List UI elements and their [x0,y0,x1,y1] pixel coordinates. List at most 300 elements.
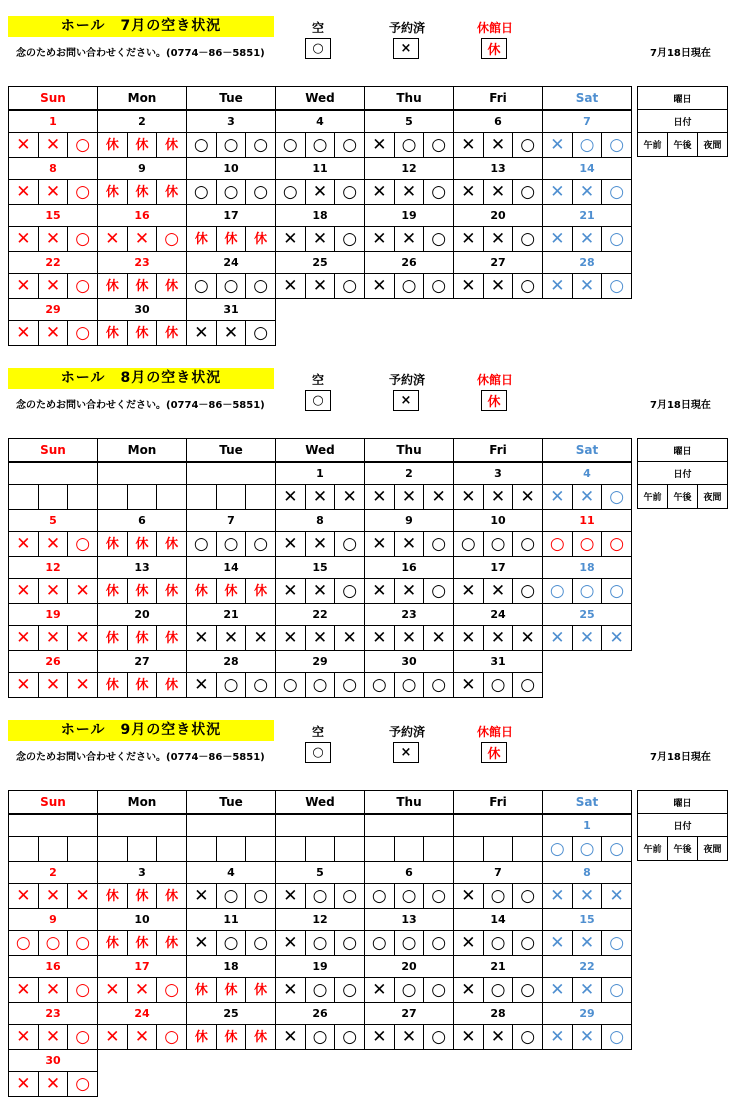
slot-cell[interactable] [305,484,336,510]
slot-cell[interactable] [423,1024,454,1050]
slot-cell[interactable] [512,930,543,956]
slot-cell[interactable] [423,672,454,698]
slot-cell[interactable] [216,977,247,1003]
slot-cell[interactable] [156,625,187,651]
slot-cell[interactable] [394,672,425,698]
slot-cell[interactable] [127,132,158,158]
slot-cell[interactable] [453,132,484,158]
slot-cell[interactable] [8,226,39,252]
slot-cell[interactable] [127,531,158,557]
slot-cell[interactable] [334,1024,365,1050]
slot-cell[interactable] [364,1024,395,1050]
slot-cell[interactable] [216,1024,247,1050]
reserved-mark: ✕ [223,627,239,648]
slot-cell[interactable] [305,226,336,252]
slot-cell[interactable] [8,930,39,956]
slot-cell[interactable] [127,273,158,299]
slot-cell[interactable] [127,578,158,604]
slot-cell[interactable] [542,930,573,956]
slot-cell[interactable] [394,883,425,909]
available-mark: ○ [282,181,298,202]
slot-cell[interactable] [97,625,128,651]
slot-cell[interactable] [8,1071,39,1097]
slot-cell[interactable] [483,625,514,651]
slot-cell[interactable] [572,836,603,862]
slot-cell[interactable] [305,625,336,651]
slot-cell[interactable] [394,273,425,299]
slot-cell[interactable] [38,226,69,252]
month-section [0,0,752,355]
slot-cell[interactable] [483,132,514,158]
closed-mark: 休 [165,583,179,599]
slot-cell[interactable] [97,672,128,698]
slot-cell[interactable] [38,132,69,158]
slot-cell[interactable] [453,531,484,557]
slot-cell[interactable] [156,672,187,698]
slot-cell[interactable] [364,226,395,252]
slot-cell[interactable] [572,484,603,510]
slot-cell[interactable] [512,1024,543,1050]
reserved-mark: ✕ [45,674,61,695]
slot-cell[interactable] [67,179,98,205]
slot-cell[interactable] [245,132,276,158]
slot-cell[interactable] [245,930,276,956]
available-mark: ○ [223,533,239,554]
slot-cell[interactable] [334,930,365,956]
slot-cell[interactable] [453,578,484,604]
slot-cell[interactable] [512,625,543,651]
slot-cell[interactable] [364,578,395,604]
slot-cell[interactable] [8,179,39,205]
slot-cell[interactable] [483,1024,514,1050]
slot-cell[interactable] [127,977,158,1003]
slot-cell[interactable] [394,578,425,604]
closed-mark: 休 [165,935,179,951]
slot-cell[interactable] [334,531,365,557]
slot-cell[interactable] [156,226,187,252]
slot-cell[interactable] [542,836,573,862]
slot-cell[interactable] [127,625,158,651]
slot-cell[interactable] [601,226,632,252]
slot-cell[interactable] [453,930,484,956]
slot-cell[interactable] [601,179,632,205]
slot-cell[interactable] [216,226,247,252]
slot-cell[interactable] [334,883,365,909]
slot-cell[interactable] [245,226,276,252]
slot-cell[interactable] [364,977,395,1003]
available-mark: ○ [371,932,387,953]
slot-cell[interactable] [38,625,69,651]
slot-cell[interactable] [512,273,543,299]
slot-cell[interactable] [512,179,543,205]
slot-cell[interactable] [8,1024,39,1050]
slot-cell[interactable] [334,273,365,299]
slot-cell[interactable] [601,977,632,1003]
slot-cell[interactable] [275,226,306,252]
slot-cell[interactable] [97,1024,128,1050]
slot-cell[interactable] [334,484,365,510]
slot-cell[interactable] [453,226,484,252]
slot-cell[interactable] [245,531,276,557]
slot-cell[interactable] [453,883,484,909]
slot-cell[interactable] [512,531,543,557]
slot-cell[interactable] [453,672,484,698]
slot-cell[interactable] [97,179,128,205]
slot-cell[interactable] [245,977,276,1003]
slot-cell[interactable] [601,531,632,557]
slot-cell[interactable] [97,273,128,299]
slot-cell[interactable] [156,320,187,346]
slot-cell[interactable] [305,578,336,604]
slot-cell[interactable] [305,132,336,158]
slot-cell[interactable] [67,672,98,698]
slot-cell[interactable] [601,132,632,158]
slot-cell[interactable] [38,1071,69,1097]
slot-cell[interactable] [364,273,395,299]
slot-cell[interactable] [483,672,514,698]
available-mark: ○ [579,134,595,155]
slot-cell[interactable] [572,179,603,205]
slot-cell[interactable] [542,484,573,510]
slot-cell[interactable] [156,179,187,205]
available-mark: ○ [253,533,269,554]
slot-cell[interactable] [67,930,98,956]
slot-cell[interactable] [8,883,39,909]
slot-cell[interactable] [216,930,247,956]
slot-cell[interactable] [186,578,217,604]
slot-cell[interactable] [67,1071,98,1097]
slot-cell[interactable] [423,531,454,557]
slot-cell[interactable] [394,484,425,510]
slot-cell[interactable] [8,132,39,158]
slot-cell[interactable] [305,930,336,956]
slot-cell[interactable] [127,930,158,956]
slot-cell[interactable] [156,977,187,1003]
slot-cell[interactable] [245,320,276,346]
slot-cell[interactable] [186,320,217,346]
slot-cell[interactable] [572,273,603,299]
slot-cell[interactable] [245,625,276,651]
slot-cell[interactable] [364,883,395,909]
slot-cell[interactable] [216,132,247,158]
slot-cell[interactable] [334,578,365,604]
slot-cell[interactable] [572,883,603,909]
slot-cell[interactable] [216,578,247,604]
slot-cell[interactable] [38,179,69,205]
slot-cell[interactable] [186,883,217,909]
available-mark: ○ [15,932,31,953]
slot-cell[interactable] [156,531,187,557]
slot-cell[interactable] [67,132,98,158]
slot-cell[interactable] [38,672,69,698]
slot-cell[interactable] [186,1024,217,1050]
slot-cell[interactable] [483,578,514,604]
slot-cell[interactable] [394,226,425,252]
slot-cell[interactable] [364,625,395,651]
slot-cell[interactable] [127,320,158,346]
slot-cell[interactable] [394,930,425,956]
slot-cell[interactable] [601,1024,632,1050]
slot-cell[interactable] [453,179,484,205]
reserved-mark: ✕ [550,627,565,648]
slot-cell[interactable] [216,273,247,299]
slot-cell[interactable] [275,179,306,205]
slot-cell[interactable] [8,578,39,604]
slot-cell[interactable] [334,977,365,1003]
slot-cell[interactable] [453,977,484,1003]
slot-cell[interactable] [216,179,247,205]
slot-cell[interactable] [67,625,98,651]
slot-cell[interactable] [512,578,543,604]
slot-cell[interactable] [512,977,543,1003]
slot-cell[interactable] [364,179,395,205]
slot-cell[interactable] [38,578,69,604]
slot-cell[interactable] [245,1024,276,1050]
slot-cell[interactable] [127,179,158,205]
slot-cell[interactable] [334,672,365,698]
slot-cell[interactable] [423,226,454,252]
slot-cell[interactable] [275,531,306,557]
slot-cell[interactable] [186,672,217,698]
slot-cell[interactable] [423,132,454,158]
slot-cell[interactable] [572,930,603,956]
slot-cell[interactable] [483,531,514,557]
slot-cell[interactable] [8,273,39,299]
slot-cell[interactable] [97,930,128,956]
slot-cell[interactable] [601,484,632,510]
slot-cell[interactable] [364,484,395,510]
slot-cell[interactable] [216,883,247,909]
slot-cell[interactable] [601,930,632,956]
slot-cell[interactable] [364,531,395,557]
slot-cell[interactable] [67,578,98,604]
slot-cell[interactable] [216,672,247,698]
slot-cell[interactable] [186,273,217,299]
slot-cell[interactable] [67,226,98,252]
slot-cell[interactable] [275,132,306,158]
slot-cell[interactable] [423,578,454,604]
slot-cell[interactable] [364,672,395,698]
slot-cell[interactable] [127,226,158,252]
slot-cell[interactable] [542,273,573,299]
slot-cell[interactable] [216,320,247,346]
slot-cell[interactable] [38,1024,69,1050]
slot-cell[interactable] [601,625,632,651]
slot-cell[interactable] [38,531,69,557]
slot-cell[interactable] [67,273,98,299]
slot-cell[interactable] [305,672,336,698]
slot-cell[interactable] [67,883,98,909]
slot-cell[interactable] [305,531,336,557]
slot-cell[interactable] [97,883,128,909]
available-mark: ○ [431,979,447,1000]
slot-cell[interactable] [186,226,217,252]
slot-cell[interactable] [186,930,217,956]
slot-cell[interactable] [67,977,98,1003]
slot-cell[interactable] [483,179,514,205]
slot-cell[interactable] [453,1024,484,1050]
slot-cell[interactable] [572,132,603,158]
slot-cell[interactable] [156,578,187,604]
slot-cell[interactable] [245,273,276,299]
slot-cell[interactable] [8,320,39,346]
slot-cell[interactable] [334,226,365,252]
slot-cell[interactable] [97,578,128,604]
slot-cell[interactable] [572,226,603,252]
slot-cell[interactable] [245,883,276,909]
slot-cell[interactable] [156,273,187,299]
slot-cell[interactable] [8,977,39,1003]
slot-cell[interactable] [483,883,514,909]
slot-cell[interactable] [601,836,632,862]
slot-cell[interactable] [423,484,454,510]
date-cell: 21 [542,204,632,227]
slot-cell[interactable] [334,179,365,205]
slot-cell[interactable] [127,672,158,698]
slot-cell[interactable] [97,977,128,1003]
slot-cell[interactable] [156,1024,187,1050]
slot-cell[interactable] [601,883,632,909]
slot-cell[interactable] [542,1024,573,1050]
slot-cell[interactable] [394,625,425,651]
slot-cell[interactable] [156,930,187,956]
closed-mark: 休 [105,677,119,693]
slot-cell[interactable] [216,625,247,651]
slot-cell[interactable] [453,484,484,510]
slot-cell[interactable] [186,531,217,557]
slot-cell[interactable] [38,320,69,346]
slot-cell[interactable] [245,578,276,604]
slot-cell[interactable] [572,531,603,557]
date-cell: 17 [453,556,543,579]
slot-cell[interactable] [364,930,395,956]
slot-cell[interactable] [601,578,632,604]
slot-cell[interactable] [483,226,514,252]
slot-cell[interactable] [364,132,395,158]
slot-cell[interactable] [542,625,573,651]
slot-cell[interactable] [275,1024,306,1050]
slot-cell[interactable] [275,273,306,299]
slot-cell[interactable] [542,132,573,158]
slot-cell[interactable] [8,672,39,698]
slot-cell[interactable] [453,625,484,651]
slot-cell[interactable] [423,625,454,651]
slot-cell[interactable] [483,273,514,299]
slot-cell[interactable] [67,531,98,557]
available-mark: ○ [431,580,447,601]
slot-cell[interactable] [8,625,39,651]
slot-cell[interactable] [334,132,365,158]
date-cell: 11 [275,157,365,180]
slot-cell[interactable] [512,672,543,698]
slot-cell[interactable] [127,1024,158,1050]
slot-cell[interactable] [483,977,514,1003]
slot-cell[interactable] [38,273,69,299]
slot-cell[interactable] [512,226,543,252]
slot-cell[interactable] [483,930,514,956]
slot-cell[interactable] [38,930,69,956]
slot-cell[interactable] [453,273,484,299]
slot-cell[interactable] [423,273,454,299]
slot-cell[interactable] [245,672,276,698]
slot-cell[interactable] [542,883,573,909]
slot-cell[interactable] [275,578,306,604]
slot-cell[interactable] [127,883,158,909]
slot-cell[interactable] [97,320,128,346]
slot-cell[interactable] [186,625,217,651]
available-mark: ○ [520,932,536,953]
slot-cell[interactable] [186,132,217,158]
slot-cell[interactable] [8,531,39,557]
slot-cell[interactable] [334,625,365,651]
slot-cell[interactable] [394,132,425,158]
slot-cell[interactable] [512,883,543,909]
slot-cell[interactable] [394,531,425,557]
slot-cell[interactable] [275,977,306,1003]
slot-cell[interactable] [542,578,573,604]
slot-cell[interactable] [97,132,128,158]
slot-cell[interactable] [305,883,336,909]
slot-cell[interactable] [186,977,217,1003]
slot-cell[interactable] [394,1024,425,1050]
reserved-mark: ✕ [283,979,298,1000]
slot-cell[interactable] [572,977,603,1003]
slot-cell[interactable] [216,531,247,557]
slot-cell[interactable] [483,484,514,510]
slot-cell[interactable] [512,132,543,158]
slot-cell[interactable] [542,531,573,557]
slot-cell[interactable] [38,977,69,1003]
slot-cell[interactable] [275,930,306,956]
slot-cell[interactable] [305,977,336,1003]
slot-cell[interactable] [275,672,306,698]
closed-mark: 休 [224,1029,238,1045]
slot-cell[interactable] [305,273,336,299]
slot-cell[interactable] [423,930,454,956]
slot-cell[interactable] [97,531,128,557]
slot-cell[interactable] [423,883,454,909]
slot-cell[interactable] [275,883,306,909]
slot-cell[interactable] [542,226,573,252]
slot-cell[interactable] [601,273,632,299]
slot-cell[interactable] [572,578,603,604]
date-cell: 2 [8,861,98,884]
slot-cell[interactable] [394,977,425,1003]
slot-cell[interactable] [572,625,603,651]
slot-cell[interactable] [97,226,128,252]
slot-cell[interactable] [572,1024,603,1050]
slot-cell[interactable] [512,484,543,510]
slot-cell[interactable] [275,625,306,651]
slot-cell[interactable] [156,883,187,909]
slot-cell[interactable] [186,179,217,205]
slot-cell[interactable] [542,179,573,205]
slot-cell[interactable] [38,883,69,909]
available-mark: ○ [164,979,180,1000]
slot-cell[interactable] [245,179,276,205]
slot-cell[interactable] [67,320,98,346]
slot-cell[interactable] [305,1024,336,1050]
available-mark: ○ [164,1026,180,1047]
slot-cell[interactable] [542,977,573,1003]
slot-cell[interactable] [305,179,336,205]
slot-cell[interactable] [423,977,454,1003]
slot-cell[interactable] [67,1024,98,1050]
slot-cell[interactable] [156,132,187,158]
slot-cell[interactable] [394,179,425,205]
slot-cell[interactable] [423,179,454,205]
slot-cell[interactable] [275,484,306,510]
